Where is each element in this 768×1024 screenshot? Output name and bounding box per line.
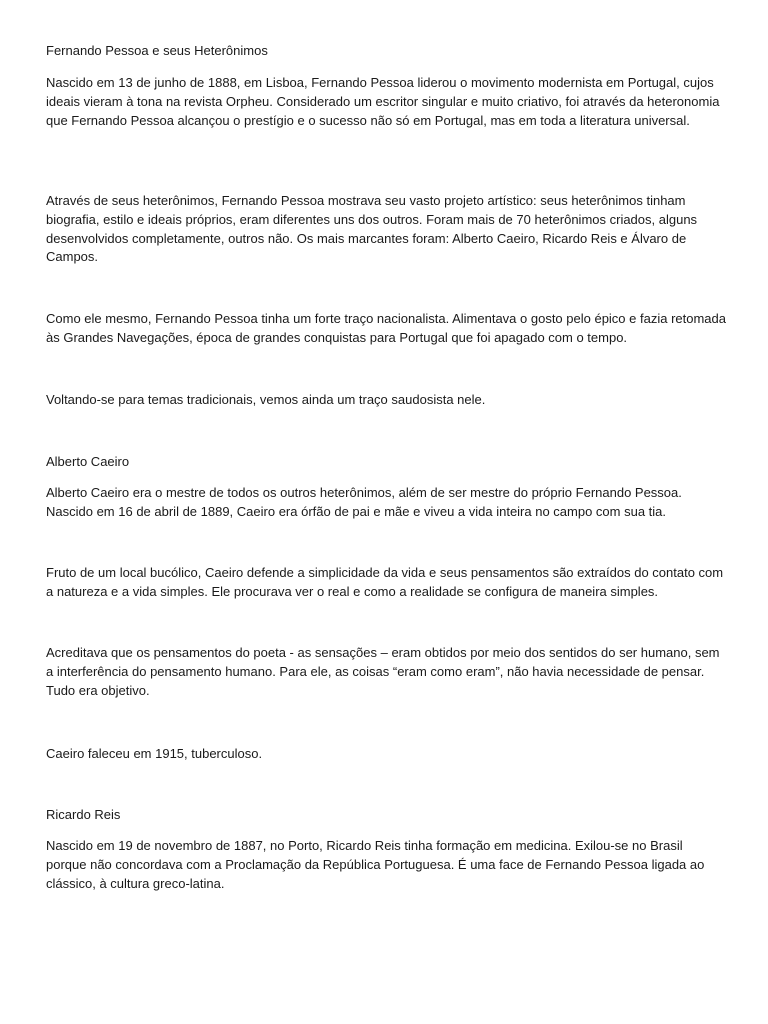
- paragraph-caeiro-2: Fruto de um local bucólico, Caeiro defende a simplicidade da vida e seus pensamentos são extraídos do contato com a natureza e a vida simples. Ele procurava ver o real e como a realidade se configura de maneira simples.: [46, 565, 724, 599]
- section-heading-ricardo-reis: Ricardo Reis: [46, 807, 121, 822]
- paragraph-caeiro-1: Alberto Caeiro era o mestre de todos os outros heterônimos, além de ser mestre do próprio Fernando Pessoa. Nascido em 16 de abril de 1889, Caeiro era órfão de pai e mãe e viveu a vida inteira no campo com sua tia.: [46, 485, 682, 519]
- section-heading-alberto-caeiro: Alberto Caeiro: [46, 454, 130, 469]
- paragraph-intro-4: Voltando-se para temas tradicionais, vemos ainda um traço saudosista nele.: [46, 392, 486, 407]
- paragraph-intro-3: Como ele mesmo, Fernando Pessoa tinha um forte traço nacionalista. Alimentava o gosto pelo épico e fazia retomada às Grandes Navegações, época de grandes conquistas para Portugal que foi apagado com o tempo.: [46, 311, 726, 345]
- document-title: Fernando Pessoa e seus Heterônimos: [46, 43, 268, 58]
- paragraph-intro-1: Nascido em 13 de junho de 1888, em Lisboa, Fernando Pessoa liderou o movimento modernista em Portugal, cujos ideais vieram à tona na revista Orpheu. Considerado um escritor singular e muito criativo, foi através da heteronomia que Fernando Pessoa alcançou o prestígio e o sucesso não só em Portugal, mas em toda a literatura universal.: [46, 75, 720, 128]
- paragraph-intro-2: Através de seus heterônimos, Fernando Pessoa mostrava seu vasto projeto artístico: seus heterônimos tinham biografia, estilo e ideais próprios, eram diferentes uns dos outros. Foram mais de 70 heterônimos criados, alguns desenvolvidos completamente, outros não. Os mais marcantes foram: Alberto Caeiro, Ricardo Reis e Álvaro de Campos.: [46, 193, 698, 265]
- paragraph-caeiro-3: Acreditava que os pensamentos do poeta - as sensações – eram obtidos por meio dos sentidos do ser humano, sem a interferência do pensamento humano. Para ele, as coisas “eram como eram”, não havia necessidade de pensar. Tudo era objetivo.: [46, 645, 720, 698]
- paragraph-caeiro-4: Caeiro faleceu em 1915, tuberculoso.: [46, 746, 263, 761]
- paragraph-reis-1: Nascido em 19 de novembro de 1887, no Porto, Ricardo Reis tinha formação em medicina. Exilou-se no Brasil porque não concordava com a Proclamação da República Portuguesa. É uma face de Fernando Pessoa ligada ao clássico, à cultura greco-latina.: [46, 838, 705, 891]
